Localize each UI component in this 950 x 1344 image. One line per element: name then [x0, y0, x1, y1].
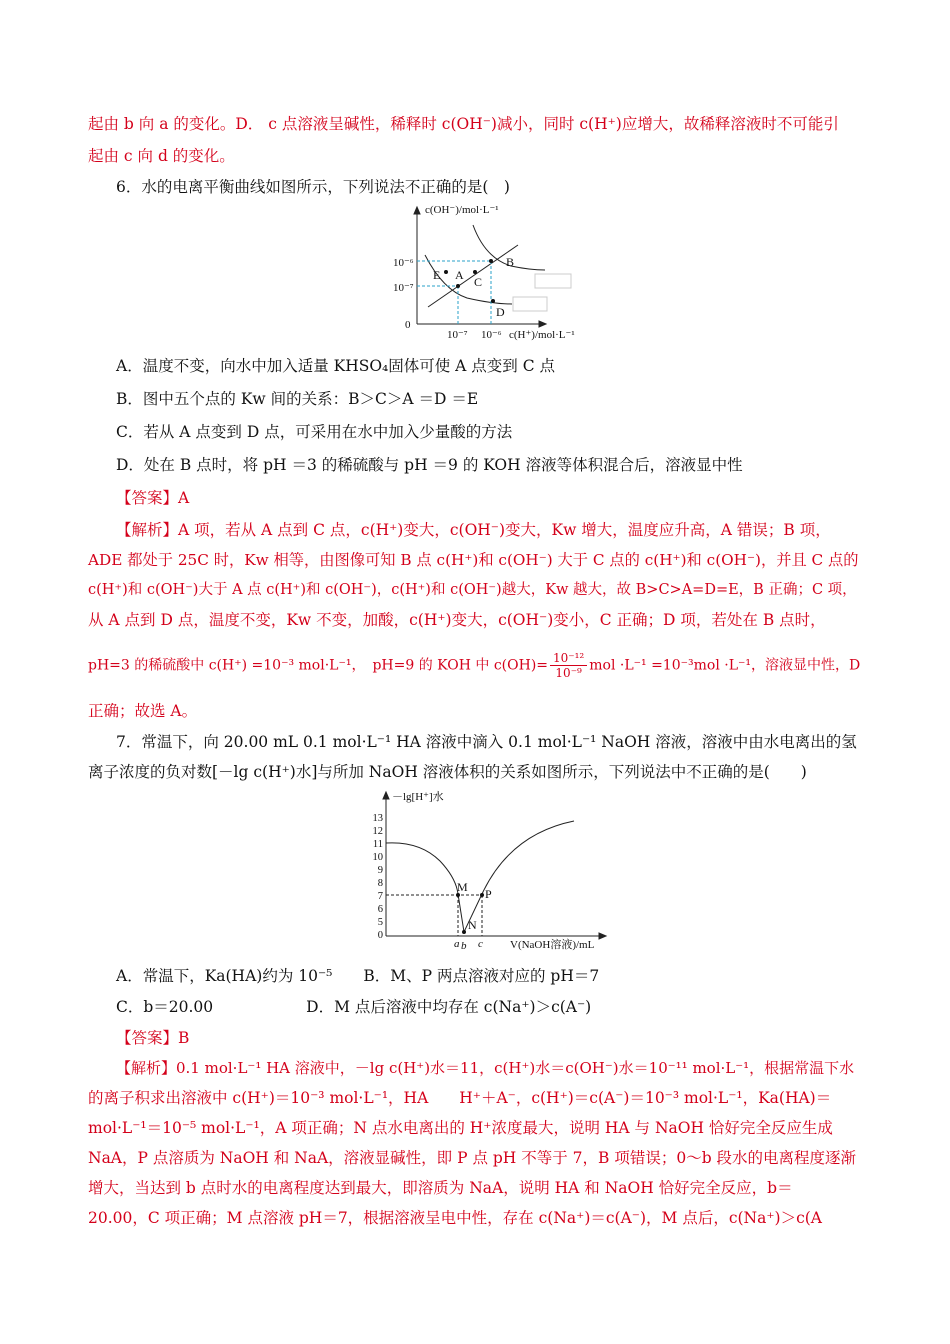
- q7-label-N: N: [468, 918, 477, 932]
- q7-y-tick: 12: [372, 826, 383, 837]
- analysis-line: 的离子积求出溶液中 c(H⁺)＝10⁻³ mol·L⁻¹，HA H⁺＋A⁻，c(H⁺)＝c(A⁻)＝10⁻³ mol·L⁻¹，Ka(HA)＝: [88, 1089, 832, 1107]
- q6-y-tick: 0: [405, 319, 411, 331]
- q7-curve: [386, 821, 574, 932]
- q6-blank-box: [513, 297, 547, 311]
- q6-label-B: B: [506, 255, 515, 269]
- question-6-stem: 6．水的电离平衡曲线如图所示，下列说法不正确的是( ): [116, 178, 510, 196]
- analysis-line: [88, 651, 864, 680]
- q7-point-P: [480, 893, 484, 897]
- analysis-line: NaA，P 点溶质为 NaOH 和 NaA，溶液显碱性，即 P 点 pH 不等于 7，B 项错误；0～b 段水的电离程度逐渐: [88, 1149, 857, 1167]
- q6-point-B: [489, 259, 493, 263]
- q6-x-arrow: [539, 321, 546, 327]
- question-7-stem: 离子浓度的负对数[－lg c(H⁺)水]与所加 NaOH 溶液体积的关系如图所示，下列说法中不正确的是( ): [88, 763, 807, 781]
- q7-y-tick: 8: [377, 878, 383, 889]
- q6-point-E: [444, 270, 448, 274]
- analysis-line: 20.00，C 项正确；M 点溶液 pH＝7，根据溶液呈电中性，存在 c(Na⁺)＝c(A⁻)，M 点后，c(Na⁺)＞c(A: [88, 1209, 823, 1227]
- q6-blank-box: [535, 274, 571, 288]
- q7-x-label: V(NaOH溶液)/mL: [510, 939, 595, 951]
- option-a: A．温度不变，向水中加入适量 KHSO₄固体可使 A 点变到 C 点: [116, 357, 556, 375]
- fraction-numerator: 10⁻¹²: [550, 651, 587, 666]
- option-c: C．若从 A 点变到 D 点，可采用在水中加入少量酸的方法: [116, 423, 513, 441]
- q6-y-tick: 10⁻⁶: [393, 257, 414, 269]
- q7-y-tick: 0: [377, 930, 383, 941]
- q6-label-A: A: [455, 268, 464, 282]
- q7-y-tick: 7: [377, 891, 383, 902]
- q6-y-arrow: [414, 207, 420, 214]
- analysis-line: 正确；故选 A。: [88, 702, 198, 720]
- q6-x-label: c(H⁺)/mol·L⁻¹: [509, 329, 575, 341]
- q6-label-C: C: [474, 275, 483, 289]
- q6-label-E: E: [433, 268, 441, 282]
- q6-point-A: [456, 284, 460, 288]
- analysis-text: mol ·L⁻¹ =10⁻³mol ·L⁻¹，溶液显中性，D: [589, 657, 861, 674]
- q7-x-tick: a: [454, 938, 460, 950]
- option-d: D．处在 B 点时，将 pH ＝3 的稀硫酸与 pH ＝9 的 KOH 溶液等体积混合后，溶液显中性: [116, 456, 743, 474]
- q7-y-tick: 6: [377, 904, 383, 915]
- text-line: 起由 c 向 d 的变化。: [88, 147, 235, 165]
- answer: 【答案】A: [116, 489, 190, 507]
- q6-x-tick: 10⁻⁶: [481, 329, 502, 341]
- option-b: B．图中五个点的 Kw 间的关系：B＞C＞A ＝D ＝E: [116, 390, 479, 408]
- q7-x-tick: c: [478, 938, 483, 950]
- options-cd: C．b＝20.00 D．M 点后溶液中均存在 c(Na⁺)＞c(A⁻): [116, 998, 592, 1016]
- q7-y-label: －lg[H⁺]水: [392, 791, 444, 803]
- q7-y-arrow: [383, 792, 389, 799]
- q7-figure: [360, 786, 620, 952]
- analysis-line: 【解析】0.1 mol·L⁻¹ HA 溶液中，－lg c(H⁺)水＝11，c(H⁺)水＝c(OH⁻)水＝10⁻¹¹ mol·L⁻¹，根据常温下水: [116, 1059, 855, 1077]
- q6-point-C: [473, 270, 477, 274]
- options-ab: A．常温下，Ka(HA)约为 10⁻⁵ B．M、P 两点溶液对应的 pH＝7: [116, 967, 600, 985]
- analysis-line: 【解析】A 项，若从 A 点到 C 点，c(H⁺)变大，c(OH⁻)变大，Kw 增大，温度应升高，A 错误；B 项，: [116, 521, 831, 539]
- q6-y-label: c(OH⁻)/mol·L⁻¹: [425, 204, 499, 216]
- q7-y-tick: 9: [377, 865, 383, 876]
- analysis-line: c(H⁺)和 c(OH⁻)大于 A 点 c(H⁺)和 c(OH⁻)，c(H⁺)和 c(OH⁻)越大，Kw 越大，故 B>C>A=D=E，B 正确；C 项，: [88, 582, 857, 598]
- q6-figure: [385, 200, 600, 345]
- q7-y-tick: 13: [372, 813, 383, 824]
- q7-x-tick: b: [461, 940, 467, 952]
- q6-label-D: D: [496, 305, 505, 319]
- text-line: 起由 b 向 a 的变化。D． c 点溶液呈碱性，稀释时 c(OH⁻)减小，同时 c(H⁺)应增大，故稀释溶液时不可能引: [88, 115, 839, 133]
- q7-y-tick: 5: [377, 917, 383, 928]
- analysis-text: pH=3 的稀硫酸中 c(H⁺) =10⁻³ mol·L⁻¹， pH=9 的 KOH 中 c(OH)=: [88, 657, 549, 674]
- q6-point-D: [491, 299, 495, 303]
- q6-x-tick: 10⁻⁷: [447, 329, 468, 341]
- q7-y-tick: 11: [372, 839, 383, 850]
- q6-neutral-line: [428, 245, 518, 307]
- question-7-stem: 7．常温下，向 20.00 mL 0.1 mol·L⁻¹ HA 溶液中滴入 0.1 mol·L⁻¹ NaOH 溶液，溶液中由水电离出的氢: [116, 733, 857, 751]
- analysis-line: 从 A 点到 D 点，温度不变，Kw 不变，加酸，c(H⁺)变大，c(OH⁻)变小，C 正确；D 项，若处在 B 点时，: [88, 611, 826, 629]
- answer: 【答案】B: [116, 1029, 190, 1047]
- fraction-denominator: 10⁻⁹: [555, 666, 582, 680]
- q6-y-tick: 10⁻⁷: [393, 282, 414, 294]
- analysis-line: mol·L⁻¹＝10⁻⁵ mol·L⁻¹，A 项正确；N 点水电离出的 H⁺浓度最大，说明 HA 与 NaOH 恰好完全反应生成: [88, 1119, 833, 1137]
- fraction: [550, 651, 587, 680]
- q7-point-N: [462, 930, 466, 934]
- q7-x-arrow: [599, 933, 606, 939]
- q7-y-tick: 10: [372, 852, 383, 863]
- q7-label-M: M: [457, 880, 468, 894]
- analysis-line: 增大，当达到 b 点时水的电离程度达到最大，即溶质为 NaA，说明 HA 和 NaOH 恰好完全反应，b＝: [88, 1179, 793, 1197]
- analysis-line: ADE 都处于 25C 时，Kw 相等，由图像可知 B 点 c(H⁺)和 c(OH⁻) 大于 C 点的 c(H⁺)和 c(OH⁻)，并且 C 点的: [88, 551, 859, 569]
- q7-label-P: P: [485, 887, 492, 901]
